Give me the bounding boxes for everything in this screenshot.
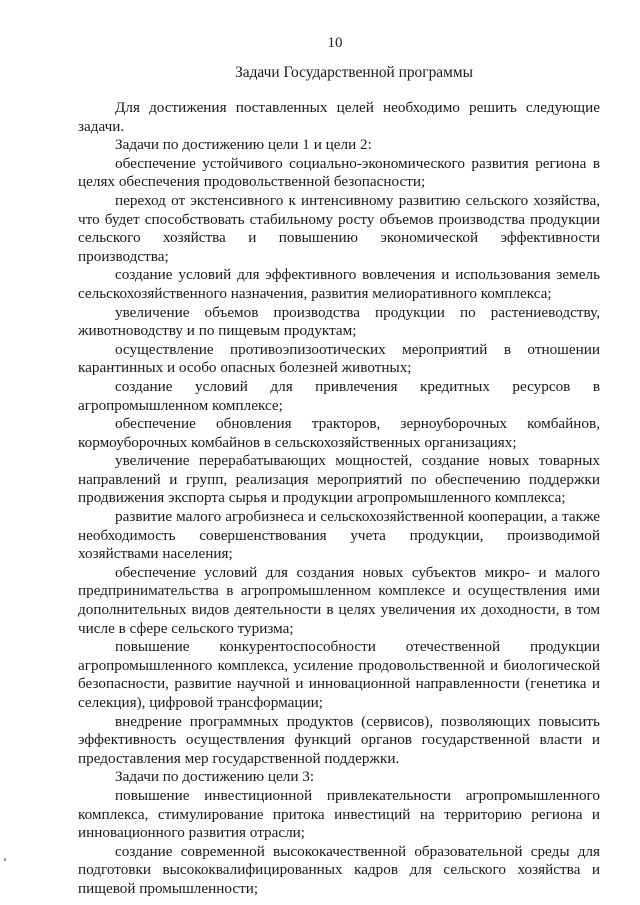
paragraph: Задачи по достижению цели 1 и цели 2: [115, 136, 372, 154]
paragraph: внедрение программных продуктов (сервисов), позволяющих повысить эффективность осуществления функций органов государственной власти и предоставления мер государственной поддержки. [78, 712, 600, 767]
paragraph: создание современной высококачественной образовательной среды для подготовки высококвалифицированных кадров для сельского хозяйства и пищевой промышленности; [78, 842, 600, 897]
paragraph: Для достижения поставленных целей необходимо решить следующие задачи. [78, 99, 600, 135]
paragraph: увеличение объемов производства продукции по растениеводству, животноводству и по пищевым продуктам; [78, 303, 600, 340]
paragraph: обеспечение условий для создания новых субъектов микро- и малого предпринимательства в агропромышленном комплексе и осуществления ими дополнительных видов деятельности в целях увеличения их доходности, в том числе в сфере сельского туризма; [78, 563, 600, 637]
paragraph: Задачи по достижению цели 3: [115, 768, 315, 786]
paragraph: повышение конкурентоспособности отечественной продукции агропромышленного комплекса, усиление продовольственной и биологической безопасности, развитие научной и инновационной направленности (генетика и селекция), цифровой трансформации; [78, 638, 600, 711]
paragraph: создание условий для эффективного вовлечения и использования земель сельскохозяйственного назначения, развития мелиоративного комплекса; [78, 266, 600, 302]
paragraph: обеспечение устойчивого социально-экономического развития региона в целях обеспечения продовольственной безопасности; [78, 154, 600, 191]
paragraph: повышение инвестиционной привлекательности агропромышленного комплекса, стимулирование притока инвестиций на территорию региона и инновационного развития отрасли; [78, 786, 600, 842]
document-body [78, 99, 600, 899]
section-heading: Задачи Государственной программы [235, 64, 473, 81]
paragraph: обеспечение обновления тракторов, зерноуборочных комбайнов, кормоуборочных комбайнов в сельскохозяйственных организациях; [78, 415, 600, 451]
paragraph: переход от экстенсивного к интенсивному развитию сельского хозяйства, что будет способствовать стабильному росту объемов производства продукции сельского хозяйства и повышению экономической эффективности производства; [78, 191, 600, 265]
page-number: 10 [327, 35, 343, 51]
paragraph: создание условий для привлечения кредитных ресурсов в агропромышленном комплексе; [78, 377, 600, 414]
paragraph: осуществление противоэпизоотических мероприятий в отношении карантинных и особо опасных болезней животных; [78, 340, 600, 377]
scan-edge-mark [4, 858, 6, 861]
paragraph: развитие малого агробизнеса и сельскохозяйственной кооперации, а также необходимость совершенствования учета продукции, производимой хозяйствами населения; [78, 508, 600, 563]
paragraph: увеличение перерабатывающих мощностей, создание новых товарных направлений и групп, реализация мероприятий по обеспечению поддержки продвижения экспорта сырья и продукции агропромышленного комплекса; [78, 452, 600, 507]
